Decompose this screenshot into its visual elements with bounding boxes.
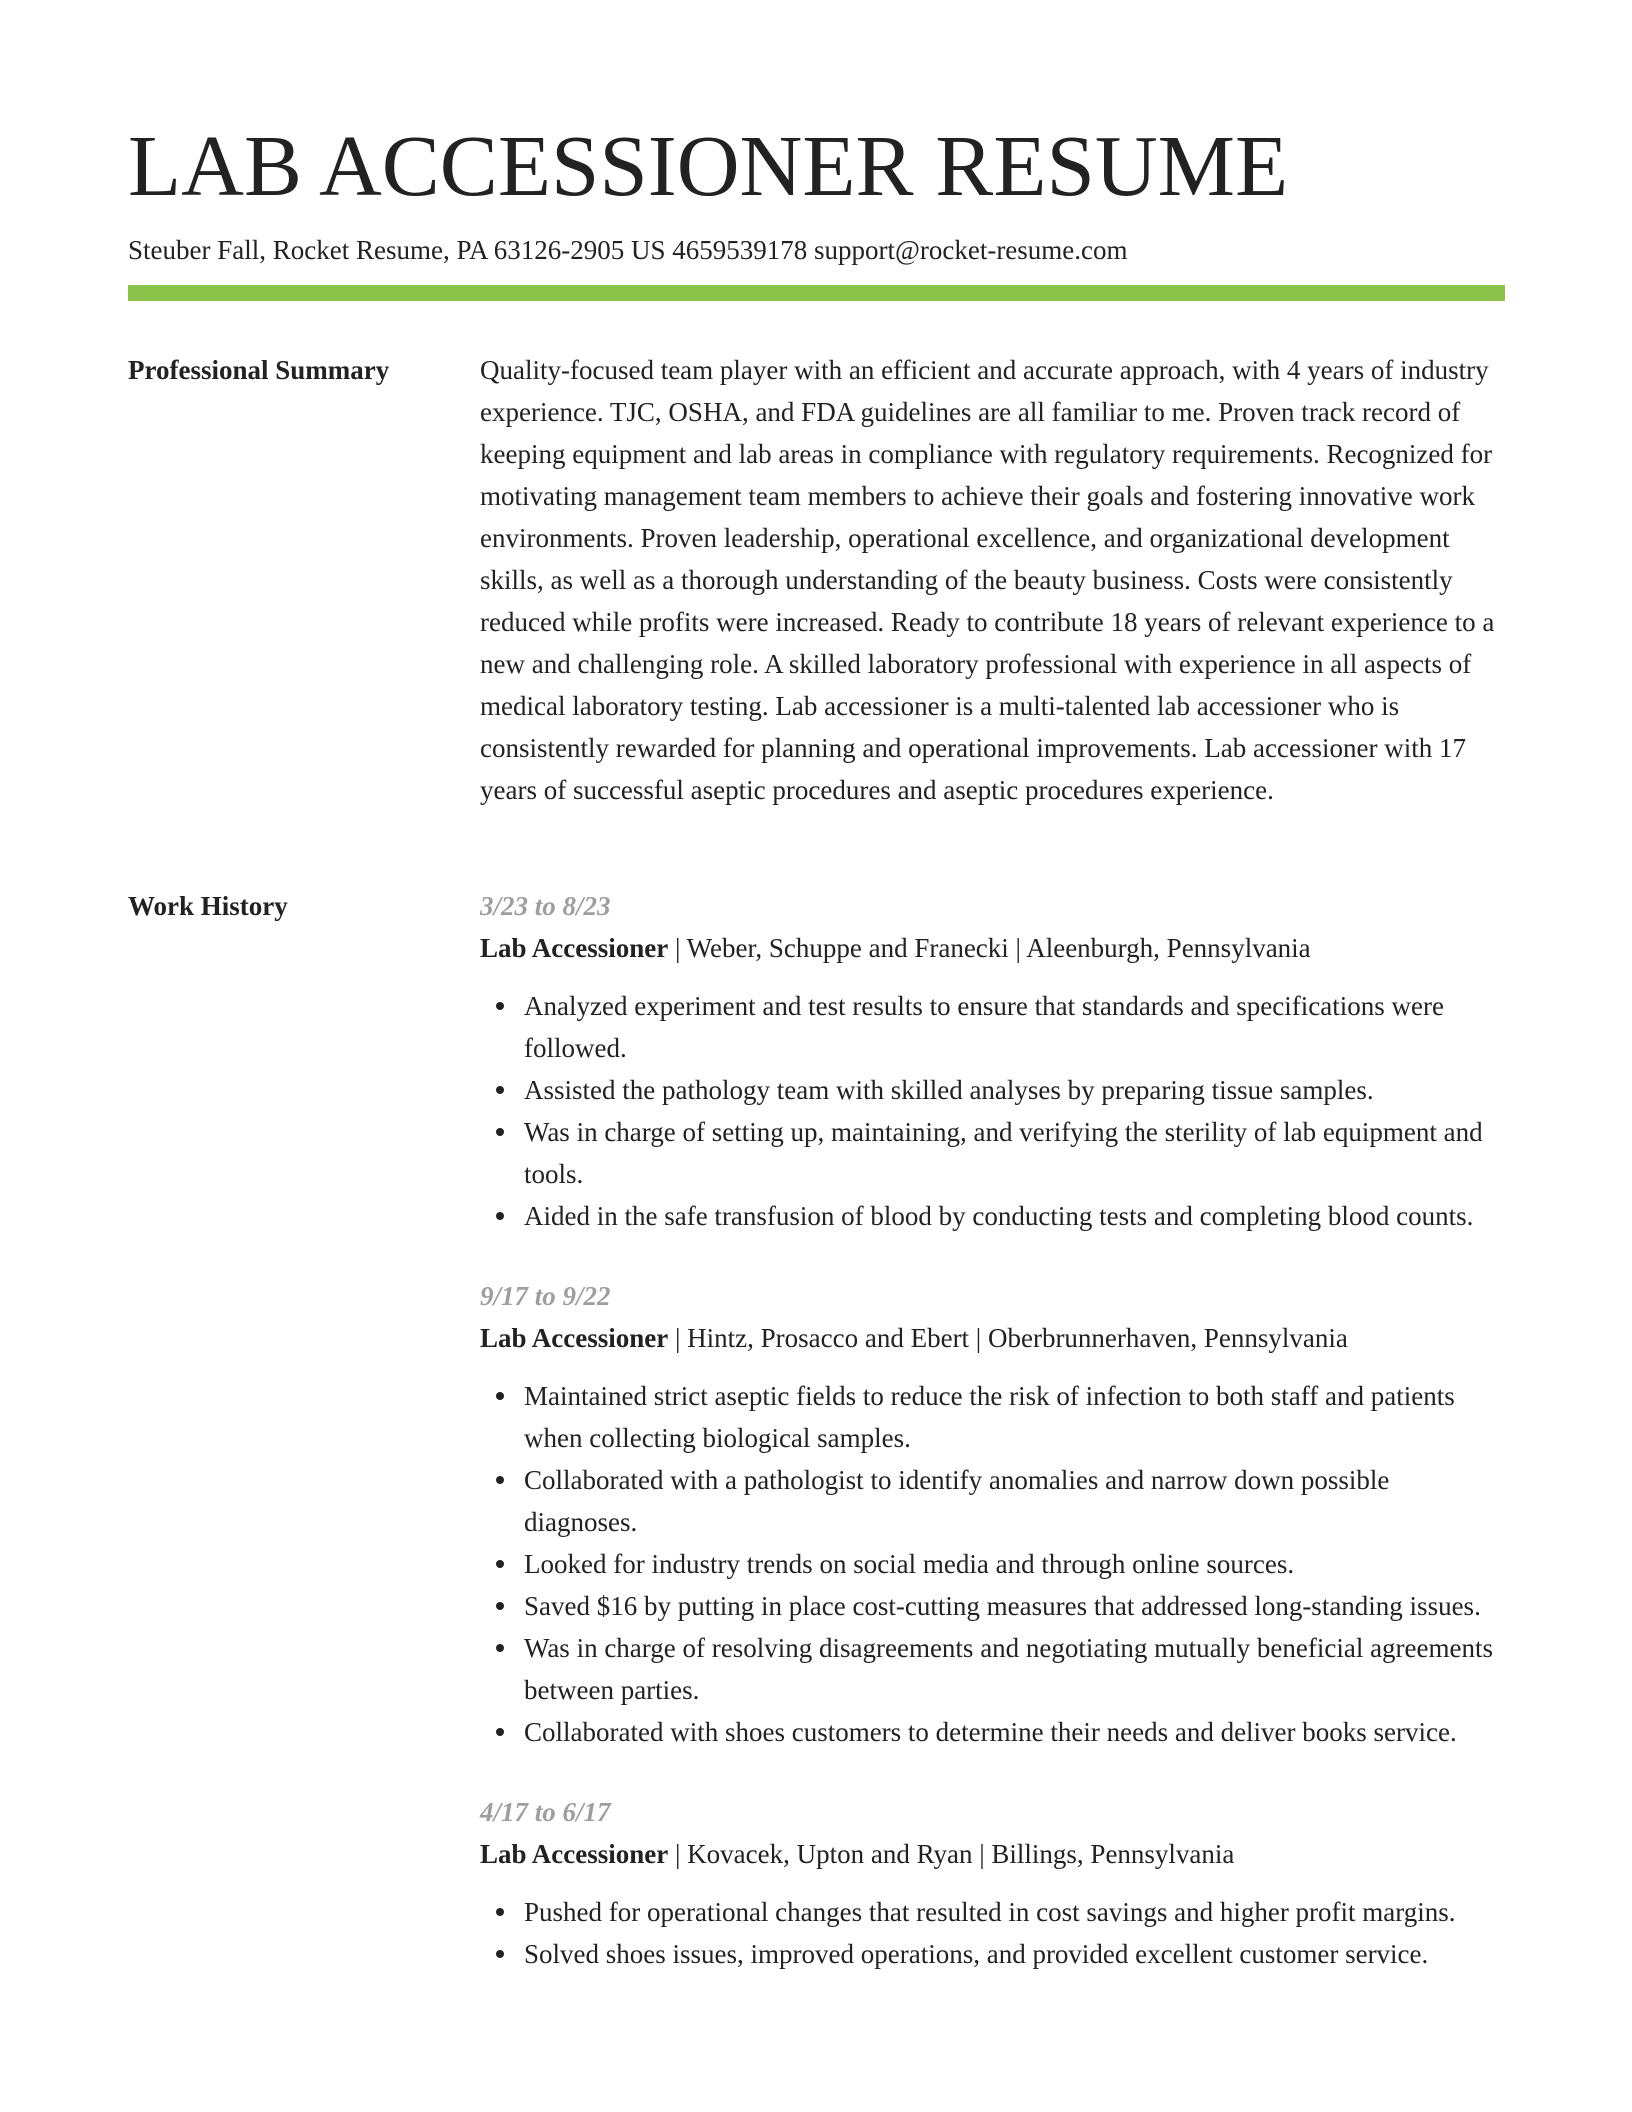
job-bullet: Aided in the safe transfusion of blood by conducting tests and completing blood counts. bbox=[524, 1195, 1505, 1237]
job-bullet: Looked for industry trends on social media and through online sources. bbox=[524, 1543, 1505, 1585]
summary-body bbox=[480, 349, 1505, 811]
header-divider bbox=[128, 285, 1505, 301]
job-bullet: Was in charge of setting up, maintaining, and verifying the sterility of lab equipment and tools. bbox=[524, 1111, 1505, 1195]
job-bullet: Collaborated with shoes customers to determine their needs and deliver books service. bbox=[524, 1711, 1505, 1753]
job-entry bbox=[480, 1791, 1505, 1975]
job-bullet: Saved $16 by putting in place cost-cutting measures that addressed long-standing issues. bbox=[524, 1585, 1505, 1627]
summary-text: Quality-focused team player with an efficient and accurate approach, with 4 years of industry experience. TJC, OSHA, and FDA guidelines are all familiar to me. Proven track record of keeping equipment and lab areas in compliance with regulatory requirements. Recognized for motivating management team members to achieve their goals and fostering innovative work environments. Proven leadership, operational excellence, and organizational development skills, as well as a thorough understanding of the beauty business. Costs were consistently reduced while profits were increased. Ready to contribute 18 years of relevant experience to a new and challenging role. A skilled laboratory professional with experience in all aspects of medical laboratory testing. Lab accessioner is a multi-talented lab accessioner who is consistently rewarded for planning and operational improvements. Lab accessioner with 17 years of successful aseptic procedures and aseptic procedures experience. bbox=[480, 355, 1495, 805]
job-bullet: Solved shoes issues, improved operations, and provided excellent customer service. bbox=[524, 1933, 1505, 1975]
job-bullet: Assisted the pathology team with skilled analyses by preparing tissue samples. bbox=[524, 1069, 1505, 1111]
job-entry bbox=[480, 885, 1505, 1237]
job-title: Lab Accessioner bbox=[480, 933, 669, 963]
work-history-label: Work History bbox=[128, 891, 288, 921]
job-dates: 3/23 to 8/23 bbox=[480, 891, 611, 921]
job-dates: 9/17 to 9/22 bbox=[480, 1281, 611, 1311]
job-bullet: Pushed for operational changes that resulted in cost savings and higher profit margins. bbox=[524, 1891, 1505, 1933]
job-title-line bbox=[480, 927, 1505, 969]
resume-title: LAB ACCESSIONER RESUME bbox=[128, 117, 1289, 214]
job-bullet: Analyzed experiment and test results to ensure that standards and specifications were followed. bbox=[524, 985, 1505, 1069]
job-entry bbox=[480, 1275, 1505, 1753]
job-bullet-list bbox=[480, 985, 1505, 1237]
job-title-line bbox=[480, 1833, 1505, 1875]
contact-line bbox=[128, 232, 1128, 268]
contact-address: Steuber Fall, Rocket Resume, PA 63126-2905 US bbox=[128, 235, 666, 265]
job-details: | Kovacek, Upton and Ryan | Billings, Pennsylvania bbox=[668, 1839, 1235, 1869]
job-bullet: Maintained strict aseptic fields to reduce the risk of infection to both staff and patients when collecting biological samples. bbox=[524, 1375, 1505, 1459]
work-history-body bbox=[480, 885, 1505, 2013]
job-dates: 4/17 to 6/17 bbox=[480, 1797, 611, 1827]
job-bullet-list bbox=[480, 1891, 1505, 1975]
contact-phone: 4659539178 bbox=[672, 235, 808, 265]
job-bullet-list bbox=[480, 1375, 1505, 1753]
job-title: Lab Accessioner bbox=[480, 1839, 669, 1869]
summary-label: Professional Summary bbox=[128, 355, 390, 385]
job-bullet: Was in charge of resolving disagreements and negotiating mutually beneficial agreements between parties. bbox=[524, 1627, 1505, 1711]
job-details: | Hintz, Prosacco and Ebert | Oberbrunnerhaven, Pennsylvania bbox=[668, 1323, 1348, 1353]
job-title-line bbox=[480, 1317, 1505, 1359]
job-title: Lab Accessioner bbox=[480, 1323, 669, 1353]
job-bullet: Collaborated with a pathologist to identify anomalies and narrow down possible diagnoses. bbox=[524, 1459, 1505, 1543]
job-details: | Weber, Schuppe and Franecki | Aleenburgh, Pennsylvania bbox=[668, 933, 1311, 963]
contact-email: support@rocket-resume.com bbox=[814, 235, 1128, 265]
